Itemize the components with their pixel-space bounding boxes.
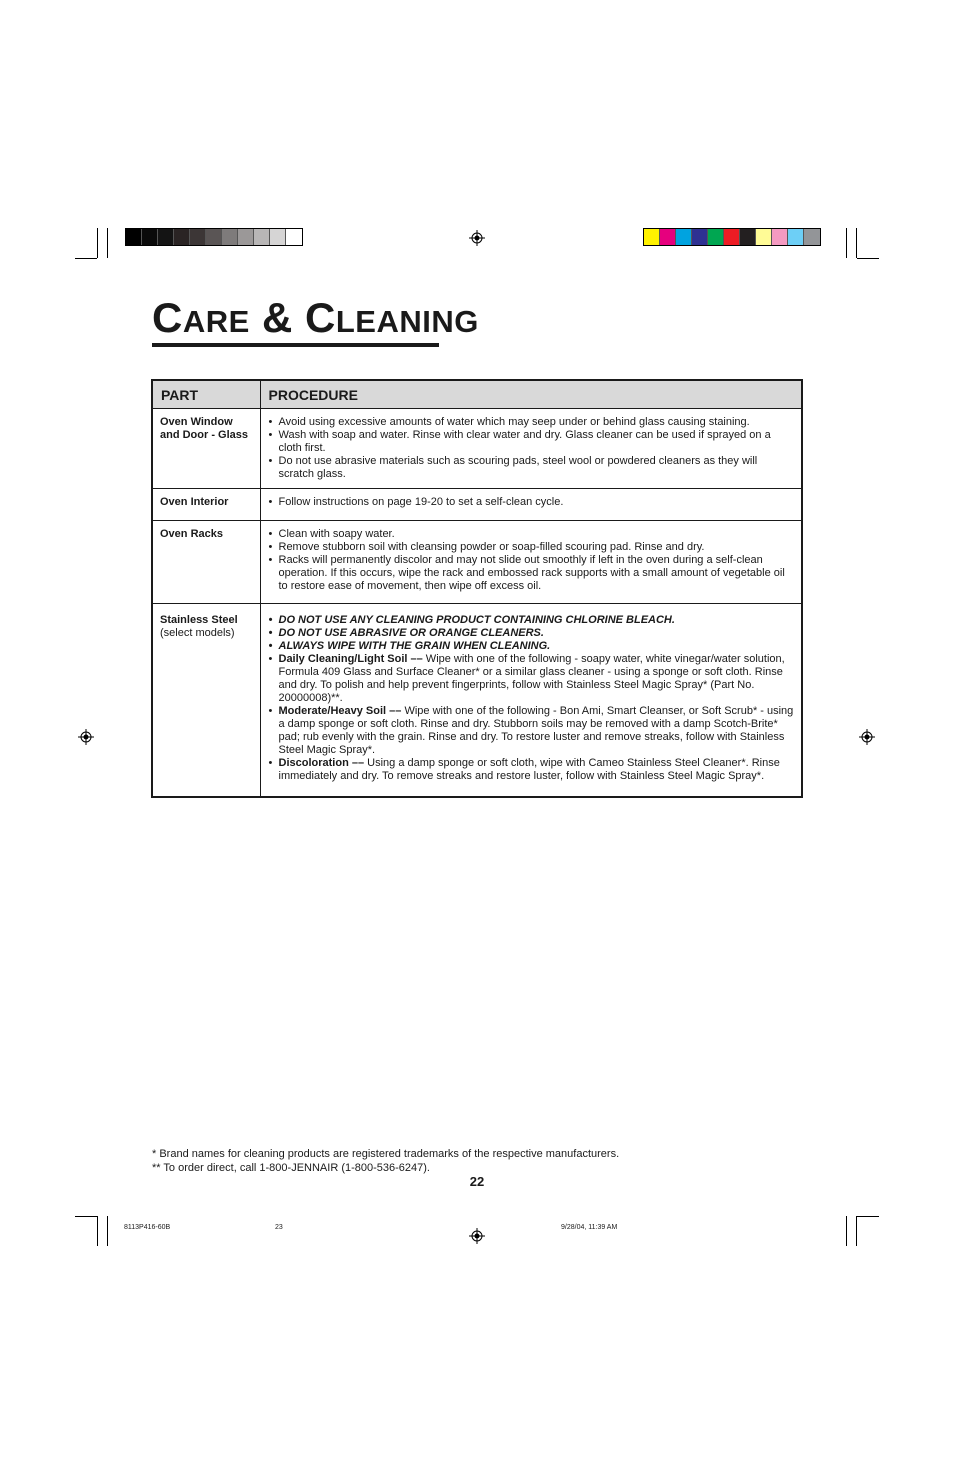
care-table: [151, 379, 803, 798]
cmyk-color-bar: [643, 228, 821, 246]
part-name: Oven Racks: [160, 528, 223, 540]
part-name: Oven Window and Door - Glass: [160, 416, 249, 441]
crop-mark: [857, 1216, 879, 1217]
color-swatch: [206, 229, 222, 245]
item-text: Using a damp sponge or soft cloth, wipe with Cameo Stainless Steel Cleaner*. Rinse immediately and dry. To remove streaks and restore luster, follow with Stainless Steel Magic Spray*.: [278, 757, 780, 782]
color-swatch: [676, 229, 692, 245]
item-lead: Moderate/Heavy Soil ––: [278, 705, 402, 717]
registration-mark-icon: [78, 729, 94, 745]
list-item: • Do not use abrasive materials such as scouring pads, steel wool or powdered cleaners as they will scratch glass.: [269, 455, 796, 481]
item-lead: Discoloration ––: [278, 757, 365, 769]
list-item: • Clean with soapy water.: [269, 528, 796, 541]
part-name: Stainless Steel: [160, 614, 238, 626]
color-swatch: [708, 229, 724, 245]
crop-mark: [97, 1216, 98, 1246]
list-item: [269, 705, 796, 757]
procedure-cell: [260, 521, 801, 604]
color-swatch: [756, 229, 772, 245]
color-swatch: [724, 229, 740, 245]
list-item: • Remove stubborn soil with cleansing powder or soap-filled scouring pad. Rinse and dry.: [269, 541, 796, 554]
color-swatch: [270, 229, 286, 245]
color-swatch: [660, 229, 676, 245]
page-title: CARE & CLEANING: [152, 294, 479, 341]
color-swatch: [804, 229, 820, 245]
color-swatch: [772, 229, 788, 245]
part-subtitle: (select models): [160, 627, 235, 639]
procedure-cell: [260, 489, 801, 521]
list-item: • Follow instructions on page 19-20 to set a self-clean cycle.: [269, 496, 796, 509]
item-lead: Daily Cleaning/Light Soil ––: [278, 653, 423, 665]
table-row: [153, 489, 801, 521]
color-swatch: [142, 229, 158, 245]
title-underline: [152, 343, 439, 347]
color-swatch: [222, 229, 238, 245]
table-header-row: [153, 381, 801, 409]
crop-mark: [107, 1216, 108, 1246]
table-row: [153, 521, 801, 604]
table-row: [153, 604, 801, 797]
footnote-trademarks: * Brand names for cleaning products are registered trademarks of the respective manufacturers.: [152, 1148, 620, 1160]
item-text: Wipe with one of the following - soapy water, white vinegar/water solution, Formula 409 Glass and Surface Cleaner* or a similar glass cleaner - using a sponge or soft cloth. Rinse and dry. To polish and help prevent fingerprints, follow with Stainless Steel Magic Spray* (Part No. 20000008)**.: [278, 653, 785, 704]
header-part: PART: [153, 381, 260, 409]
part-cell: [153, 521, 260, 604]
color-swatch: [692, 229, 708, 245]
color-swatch: [740, 229, 756, 245]
crop-mark: [857, 258, 879, 259]
warning-item: • DO NOT USE ANY CLEANING PRODUCT CONTAINING CHLORINE BLEACH.: [269, 614, 796, 627]
color-swatch: [158, 229, 174, 245]
procedure-cell: [260, 409, 801, 489]
item-text: Wipe with one of the following - Bon Ami, Smart Cleanser, or Soft Scrub* - using a damp sponge or soft cloth. Rinse and dry. Stubborn soils may be removed with a damp Scotch-Brite* pad; rub evenly with the grain. Rinse and dry. To restore luster and remove streaks, follow with Stainless Steel Magic Spray*.: [278, 705, 794, 756]
crop-mark: [846, 1216, 847, 1246]
list-item: • Avoid using excessive amounts of water which may seep under or behind glass causing staining.: [269, 416, 796, 429]
registration-mark-icon: [859, 729, 875, 745]
color-swatch: [644, 229, 660, 245]
slug-date: 9/28/04, 11:39 AM: [561, 1224, 618, 1231]
crop-mark: [75, 1216, 97, 1217]
part-cell: [153, 409, 260, 489]
crop-mark: [846, 228, 847, 258]
color-swatch: [174, 229, 190, 245]
color-swatch: [788, 229, 804, 245]
grayscale-color-bar: [125, 228, 303, 246]
list-item: • Racks will permanently discolor and may not slide out smoothly if left in the oven during a self-clean operation. If this occurs, wipe the rack and embossed rack supports with a small amount of vegetable oil to restore ease of movement, then wipe off excess oil.: [269, 554, 796, 593]
crop-mark: [856, 228, 857, 258]
footnote-order: ** To order direct, call 1-800-JENNAIR (1-800-536-6247).: [152, 1162, 430, 1174]
slug-file: 8113P416-60B: [124, 1224, 171, 1231]
page-number: 22: [469, 1174, 485, 1189]
warning-item: • ALWAYS WIPE WITH THE GRAIN WHEN CLEANING.: [269, 640, 796, 653]
header-procedure: PROCEDURE: [260, 381, 801, 409]
color-swatch: [126, 229, 142, 245]
crop-mark: [856, 1216, 857, 1246]
part-cell: [153, 489, 260, 521]
table-row: [153, 409, 801, 489]
list-item: [269, 653, 796, 705]
color-swatch: [286, 229, 302, 245]
crop-mark: [97, 228, 98, 258]
procedure-cell: [260, 604, 801, 797]
slug-page: 23: [275, 1224, 283, 1231]
color-swatch: [254, 229, 270, 245]
warning-item: • DO NOT USE ABRASIVE OR ORANGE CLEANERS.: [269, 627, 796, 640]
registration-mark-icon: [469, 1228, 485, 1244]
crop-mark: [75, 258, 97, 259]
list-item: [269, 757, 796, 783]
color-swatch: [238, 229, 254, 245]
part-cell: [153, 604, 260, 797]
registration-mark-icon: [469, 230, 485, 246]
crop-mark: [107, 228, 108, 258]
color-swatch: [190, 229, 206, 245]
part-name: Oven Interior: [160, 496, 229, 508]
list-item: • Wash with soap and water. Rinse with clear water and dry. Glass cleaner can be used if sprayed on a cloth first.: [269, 429, 796, 455]
